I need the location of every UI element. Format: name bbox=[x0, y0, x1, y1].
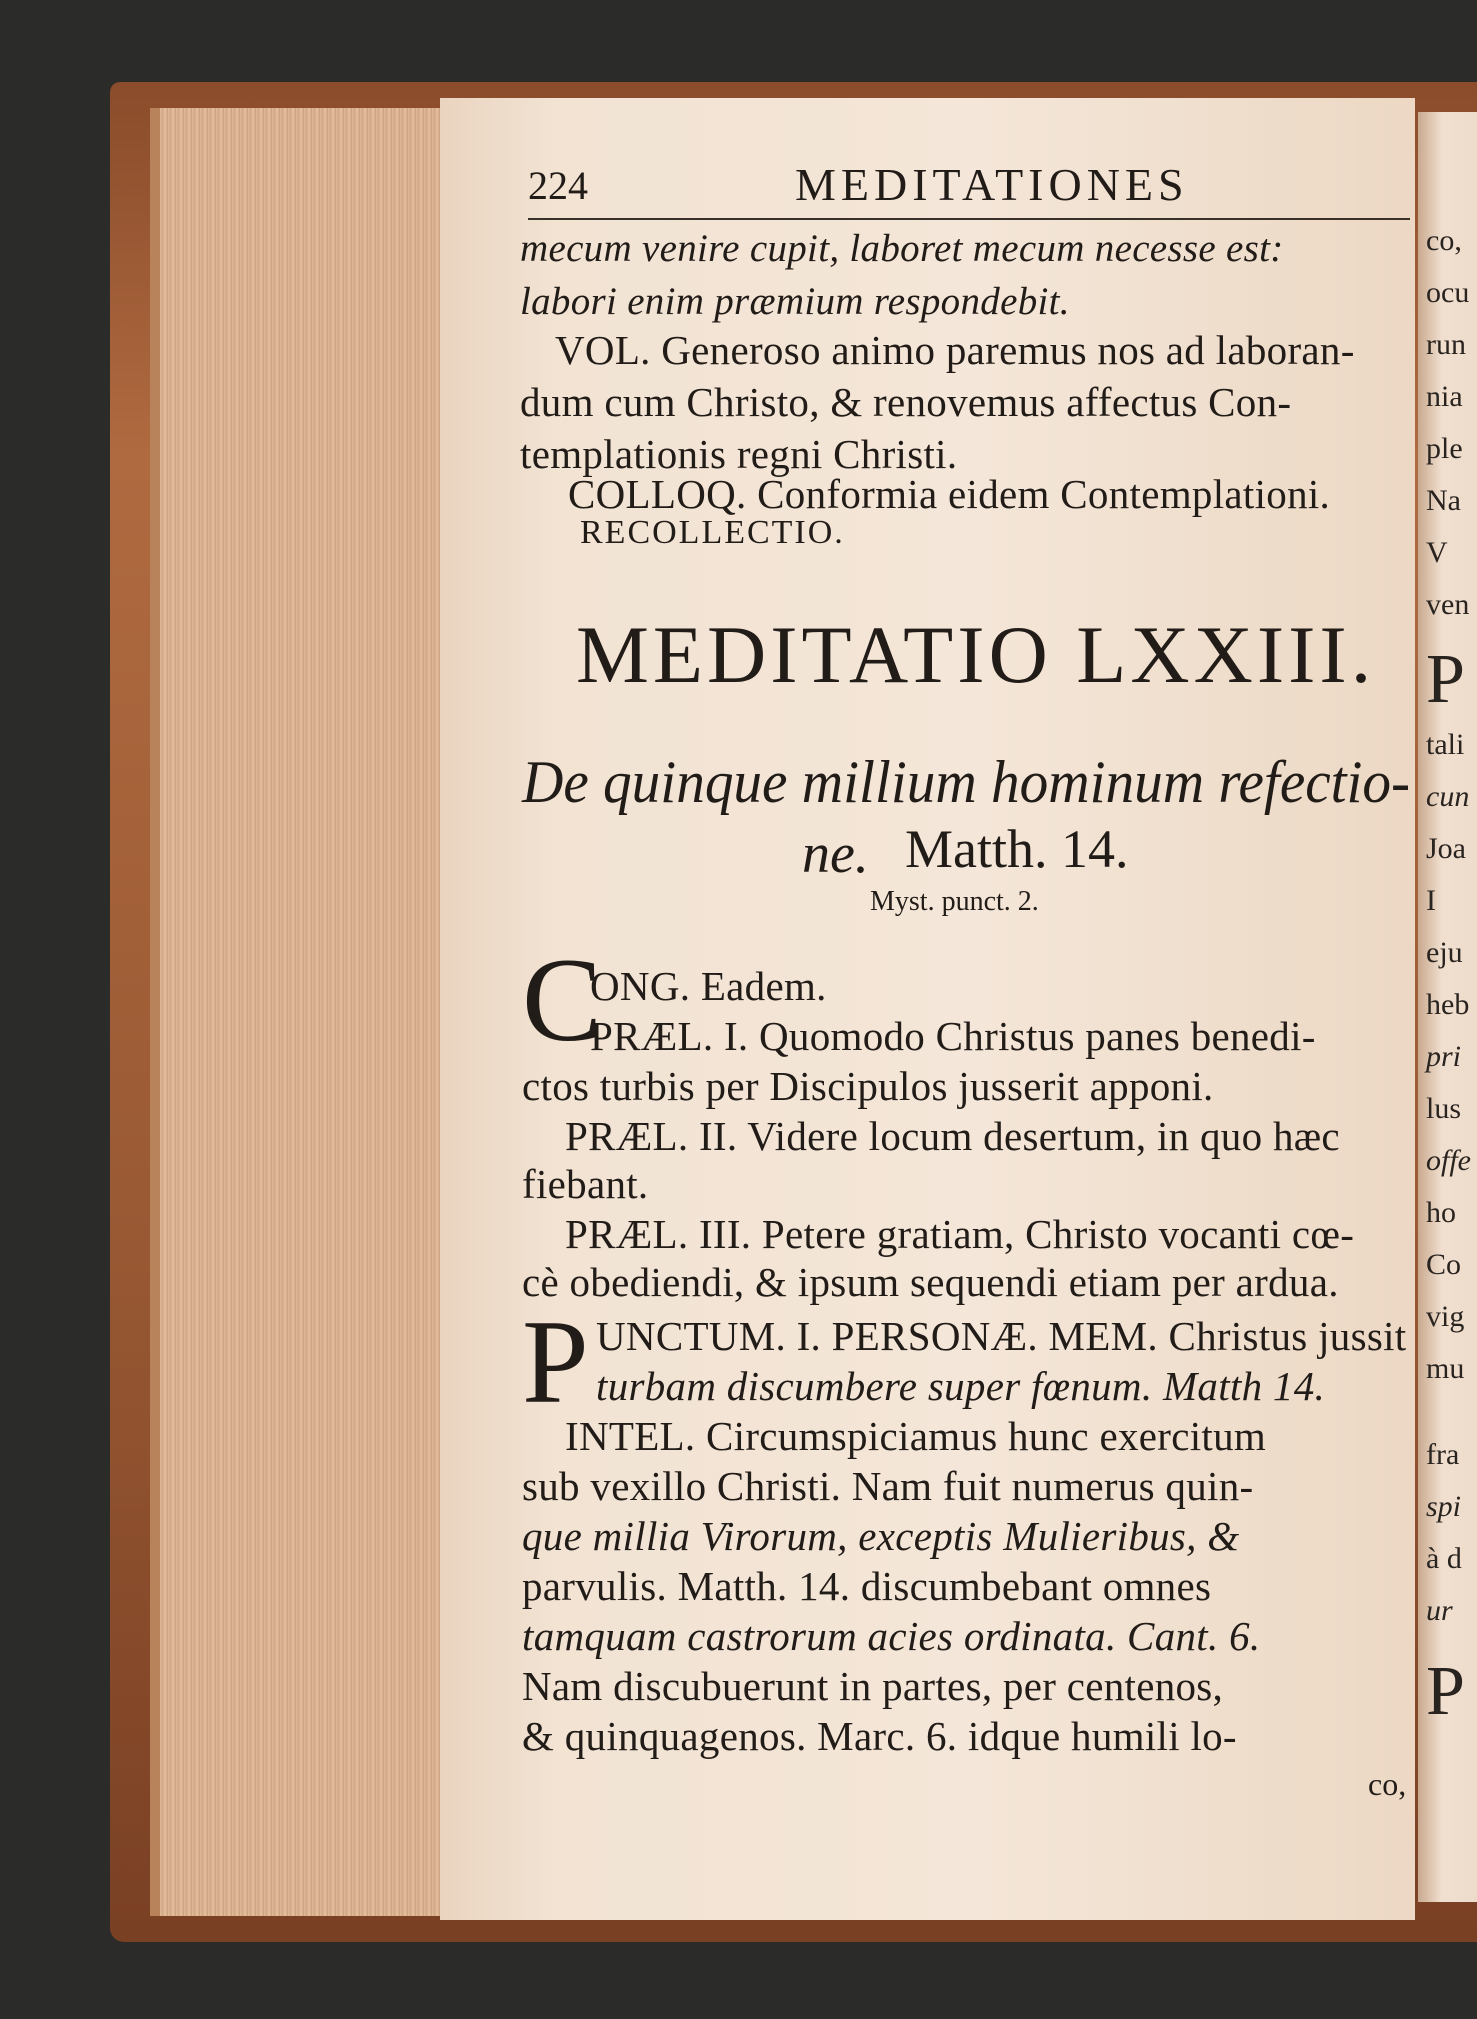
fragment: co, bbox=[1426, 224, 1462, 257]
text-line: fiebant. bbox=[522, 1161, 649, 1207]
drop-capital: P bbox=[522, 1295, 589, 1428]
meditation-subtitle: ne. bbox=[802, 823, 869, 885]
meditation-title: MEDITATIO LXXIII. bbox=[576, 609, 1376, 700]
fragment: ur bbox=[1426, 1594, 1453, 1627]
running-title: MEDITATIONES bbox=[795, 159, 1189, 210]
text-line: parvulis. Matth. 14. discumbebant omnes bbox=[522, 1563, 1212, 1609]
fragment: vig bbox=[1426, 1300, 1465, 1333]
header-rule bbox=[528, 218, 1410, 220]
fragment: P bbox=[1426, 1653, 1465, 1730]
fragment: nia bbox=[1426, 380, 1463, 413]
fragment: V bbox=[1426, 536, 1448, 569]
meditation-subtitle: De quinque millium hominum refectio- bbox=[522, 749, 1411, 815]
text-line: PRÆL. I. Quomodo Christus panes benedi- bbox=[590, 1013, 1316, 1059]
text-line: COLLOQ. Conformia eidem Contemplationi. bbox=[568, 471, 1331, 517]
fragment: fra bbox=[1426, 1438, 1460, 1471]
fragment: ven bbox=[1426, 588, 1470, 621]
text-line: cè obediendi, & ipsum sequendi etiam per ardua. bbox=[522, 1259, 1339, 1305]
fragment: spi bbox=[1426, 1490, 1462, 1523]
fragment: I bbox=[1426, 884, 1436, 917]
text-line: RECOLLECTIO. bbox=[580, 514, 845, 551]
text-line: Nam discubuerunt in partes, per centenos, bbox=[522, 1663, 1224, 1709]
text-line: labori enim præmium respondebit. bbox=[520, 280, 1070, 323]
fragment: mu bbox=[1426, 1352, 1465, 1385]
text-line: tamquam castrorum acies ordinata. Cant. 6. bbox=[522, 1613, 1261, 1659]
text-line: ONG. Eadem. bbox=[590, 963, 827, 1009]
fragment: P bbox=[1426, 641, 1465, 718]
fragment: à d bbox=[1426, 1542, 1462, 1575]
fragment: ocu bbox=[1426, 276, 1470, 309]
text-line: INTEL. Circumspiciamus hunc exercitum bbox=[565, 1413, 1267, 1459]
fragment: heb bbox=[1426, 988, 1470, 1021]
fragment: Joa bbox=[1426, 832, 1466, 865]
text-line: dum cum Christo, & renovemus affectus Con- bbox=[520, 379, 1292, 425]
fragment: lus bbox=[1426, 1092, 1462, 1125]
text-line: templationis regni Christi. bbox=[520, 431, 958, 477]
text-line: que millia Virorum, exceptis Mulieribus, & bbox=[522, 1513, 1240, 1559]
catchword: co, bbox=[1368, 1766, 1407, 1802]
page-edges bbox=[150, 108, 450, 1916]
fragment: Na bbox=[1426, 484, 1461, 517]
text-line: & quinquagenos. Marc. 6. idque humili lo- bbox=[522, 1713, 1237, 1759]
scripture-reference: Matth. 14. bbox=[905, 819, 1129, 879]
text-line: UNCTUM. I. PERSONÆ. MEM. Christus jussit bbox=[596, 1313, 1407, 1359]
text-line: PRÆL. II. Videre locum desertum, in quo hæc bbox=[565, 1113, 1340, 1159]
text-line: sub vexillo Christi. Nam fuit numerus quin- bbox=[522, 1463, 1254, 1509]
text-line: turbam discumbere super fœnum. Matth 14. bbox=[596, 1363, 1326, 1409]
right-page-fragment bbox=[1418, 112, 1477, 1902]
fragment: offe bbox=[1426, 1144, 1471, 1177]
fragment: tali bbox=[1426, 728, 1465, 761]
fragment: Co bbox=[1426, 1248, 1462, 1281]
fragment: cun bbox=[1426, 780, 1470, 813]
fragment: run bbox=[1426, 328, 1466, 361]
fragment: ple bbox=[1426, 432, 1463, 465]
fragment: eju bbox=[1426, 936, 1463, 969]
text-line: mecum venire cupit, laboret mecum necesse est: bbox=[520, 227, 1284, 270]
fragment: ho bbox=[1426, 1196, 1456, 1229]
mystery-reference: Myst. punct. 2. bbox=[870, 886, 1039, 917]
text-line: ctos turbis per Discipulos jusserit apponi. bbox=[522, 1063, 1214, 1109]
page-number: 224 bbox=[528, 163, 588, 208]
text-line: VOL. Generoso animo paremus nos ad laboran- bbox=[555, 327, 1355, 373]
fragment: pri bbox=[1426, 1040, 1462, 1073]
text-line: PRÆL. III. Petere gratiam, Christo vocanti cœ- bbox=[565, 1211, 1355, 1257]
drop-capital: C bbox=[522, 933, 603, 1066]
